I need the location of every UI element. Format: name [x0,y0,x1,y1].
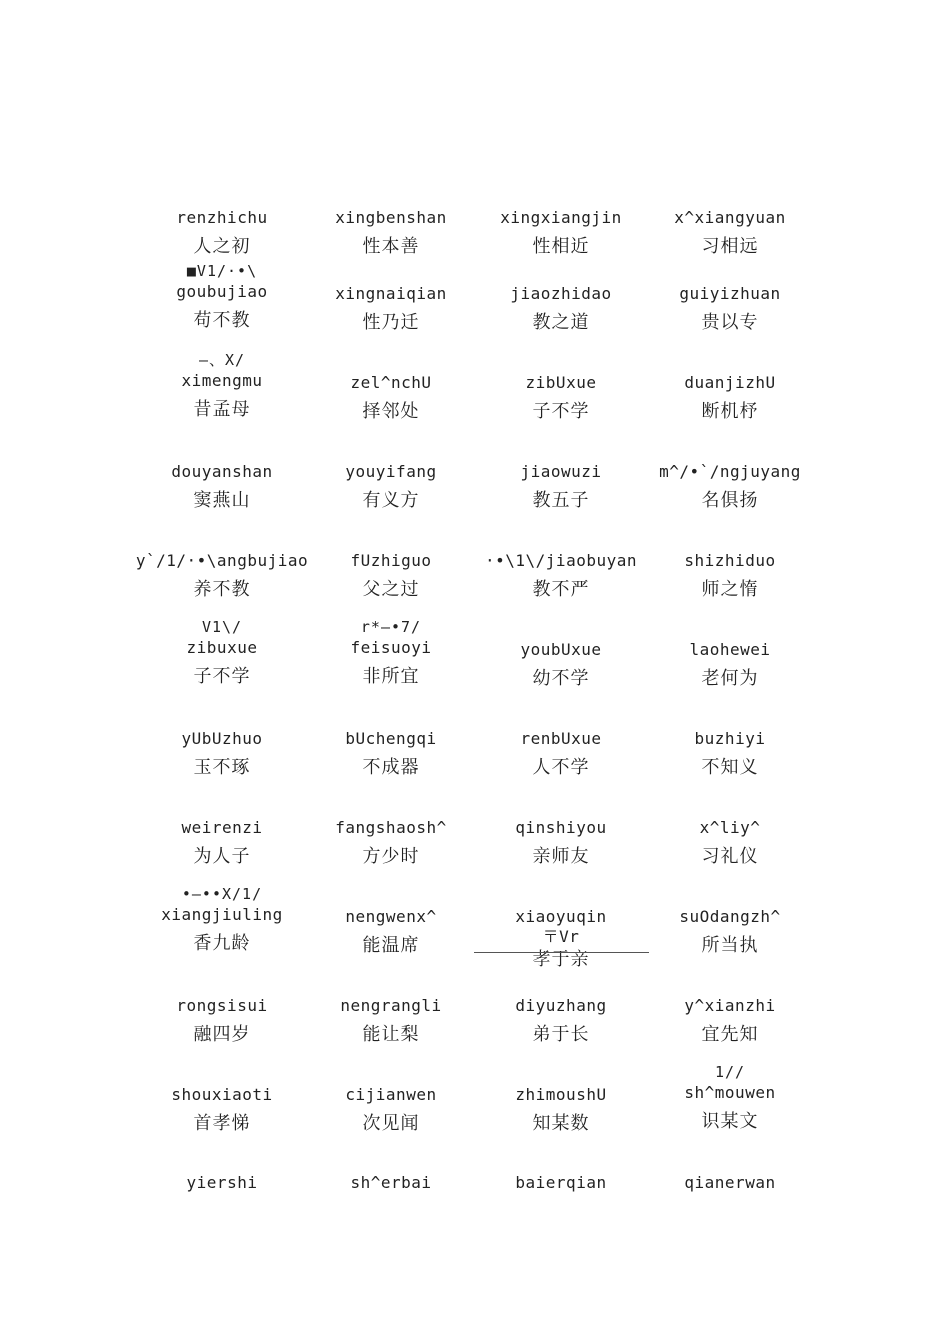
pinyin-text: y^xianzhi [684,996,776,1015]
pinyin-text: weirenzi [181,818,263,837]
pinyin-text: xingxiangjin [500,208,622,227]
pinyin-text: nengrangli [340,996,442,1015]
pinyin-text: qianerwan [684,1173,776,1192]
verse-cell [642,550,818,602]
pinyin-text: guiyizhuan [679,284,781,303]
verse-cell [303,372,479,424]
pinyin-text: zhimoushU [515,1085,607,1104]
hanzi-text: 首孝悌 [193,1113,251,1134]
verse-cell [473,461,649,513]
hanzi-text: 苟不教 [193,310,251,331]
verse-cell [303,995,479,1047]
hanzi-text: 非所宜 [362,666,420,687]
pinyin-text: xiaoyuqin [515,907,607,926]
pinyin-text: feisuoyi [350,638,432,657]
pinyin-text: renzhichu [176,208,268,227]
pinyin-text: fUzhiguo [350,551,432,570]
verse-cell [473,283,649,335]
hanzi-text: 能温席 [362,935,420,956]
hanzi-text: 弟于长 [532,1024,590,1045]
hanzi-text: 性乃迁 [362,312,420,333]
verse-cell [134,350,310,422]
hanzi-text: 养不教 [193,579,251,600]
pinyin-text: youyifang [345,462,437,481]
hanzi-text: 不成器 [362,757,420,778]
verse-cell [642,372,818,424]
tone-marks: —、X/ [198,351,246,369]
verse-cell [642,817,818,869]
pinyin-text: sh^erbai [350,1173,432,1192]
pinyin-text: diyuzhang [515,996,607,1015]
pinyin-text: buzhiyi [694,729,766,748]
verse-cell [303,283,479,335]
hanzi-text: 孝于亲 [532,949,590,970]
hanzi-text: 人之初 [193,236,251,257]
pinyin-text: baierqian [515,1173,607,1192]
hanzi-text: 融四岁 [193,1024,251,1045]
verse-cell [303,461,479,513]
pinyin-text: zibUxue [525,373,597,392]
hanzi-text: 幼不学 [532,668,590,689]
pinyin-text: shizhiduo [684,551,776,570]
hanzi-text: 教五子 [532,490,590,511]
horizontal-rule [474,952,649,953]
pinyin-text: sh^mouwen [684,1083,776,1102]
pinyin-text: suOdangzh^ [679,907,781,926]
verse-cell [642,283,818,335]
pinyin-text: qinshiyou [515,818,607,837]
pinyin-text: xingbenshan [335,208,447,227]
pinyin-text: xingnaiqian [335,284,447,303]
pinyin-text: jiaozhidao [510,284,612,303]
verse-cell [134,1084,310,1136]
hanzi-text: 性本善 [362,236,420,257]
pinyin-text: laohewei [689,640,771,659]
pinyin-text: ·•\1\/jiaobuyan [485,551,637,570]
pinyin-text: y`/1/·•\angbujiao [135,551,309,570]
hanzi-text: 亲师友 [532,846,590,867]
hanzi-text: 择邻处 [362,401,420,422]
verse-cell [642,207,818,259]
verse-cell [642,995,818,1047]
pinyin-text: rongsisui [176,996,268,1015]
hanzi-text: 师之惰 [701,579,759,600]
hanzi-text: 父之过 [362,579,420,600]
pinyin-text: xiangjiuling [161,905,283,924]
verse-cell [303,817,479,869]
pinyin-text: shouxiaoti [171,1085,273,1104]
verse-cell [303,906,479,958]
verse-cell [134,817,310,869]
verse-cell [473,1084,649,1136]
hanzi-text: 性相近 [532,236,590,257]
hanzi-text: 宜先知 [701,1024,759,1045]
verse-cell [303,1084,479,1136]
hanzi-text: 昔孟母 [193,399,251,420]
verse-cell [473,1172,649,1194]
pinyin-text: zel^nchU [350,373,432,392]
hanzi-text: 子不学 [532,401,590,422]
verse-cell [642,1172,818,1194]
verse-cell [473,817,649,869]
pinyin-text: youbUxue [520,640,602,659]
verse-cell [134,461,310,513]
hanzi-text: 贵以专 [701,312,759,333]
verse-cell [303,1172,479,1194]
verse-cell [473,207,649,259]
extra-marks: 〒Vr [542,927,580,946]
hanzi-text: 习礼仪 [701,846,759,867]
hanzi-text: 有义方 [362,490,420,511]
verse-cell [134,261,310,333]
hanzi-text: 识某文 [701,1111,759,1132]
hanzi-text: 方少时 [362,846,420,867]
pinyin-text: douyanshan [171,462,273,481]
tone-marks: 1// [714,1063,746,1081]
verse-cell [303,550,479,602]
verse-cell [642,461,818,513]
verse-cell [134,728,310,780]
verse-cell [473,550,649,602]
tone-marks: V1\/ [201,618,243,636]
pinyin-text: duanjizhU [684,373,776,392]
hanzi-text: 窦燕山 [193,490,251,511]
hanzi-text: 教不严 [532,579,590,600]
hanzi-text: 次见闻 [362,1113,420,1134]
verse-cell [473,906,649,972]
pinyin-text: renbUxue [520,729,602,748]
pinyin-text: m^/•`/ngjuyang [659,462,801,481]
verse-cell [642,639,818,691]
verse-cell [642,728,818,780]
pinyin-text: x^xiangyuan [674,208,786,227]
verse-cell [473,995,649,1047]
hanzi-text: 人不学 [532,757,590,778]
verse-cell [134,550,310,602]
hanzi-text: 老何为 [701,668,759,689]
pinyin-text: fangshaosh^ [335,818,447,837]
hanzi-text: 能让梨 [362,1024,420,1045]
pinyin-text: ximengmu [181,371,263,390]
hanzi-text: 玉不琢 [193,757,251,778]
verse-cell [134,617,310,689]
verse-cell [303,617,479,689]
verse-cell [473,372,649,424]
pinyin-text: nengwenx^ [345,907,437,926]
tone-marks: •—••X/1/ [181,885,263,903]
hanzi-text: 所当执 [701,935,759,956]
verse-cell [134,995,310,1047]
verse-cell [473,639,649,691]
verse-cell [642,1062,818,1134]
pinyin-text: bUchengqi [345,729,437,748]
pinyin-text: zibuxue [186,638,258,657]
hanzi-text: 香九龄 [193,933,251,954]
verse-cell [134,884,310,956]
hanzi-text: 断机杼 [701,401,759,422]
verse-cell [303,728,479,780]
pinyin-text: yUbUzhuo [181,729,263,748]
hanzi-text: 知某数 [532,1113,590,1134]
hanzi-text: 为人子 [193,846,251,867]
hanzi-text: 子不学 [193,666,251,687]
verse-cell [134,1172,310,1194]
pinyin-text: goubujiao [176,282,268,301]
pinyin-text: jiaowuzi [520,462,602,481]
hanzi-text: 教之道 [532,312,590,333]
verse-cell [134,207,310,259]
verse-cell [303,207,479,259]
verse-cell [642,906,818,958]
tone-marks: ■V1/·•\ [186,262,258,280]
pinyin-text: cijianwen [345,1085,437,1104]
hanzi-text: 习相远 [701,236,759,257]
tone-marks: r*—•7/ [360,618,422,636]
verse-cell [473,728,649,780]
pinyin-text: x^liy^ [699,818,761,837]
pinyin-text: yiershi [186,1173,258,1192]
hanzi-text: 名俱扬 [701,490,759,511]
hanzi-text: 不知义 [701,757,759,778]
